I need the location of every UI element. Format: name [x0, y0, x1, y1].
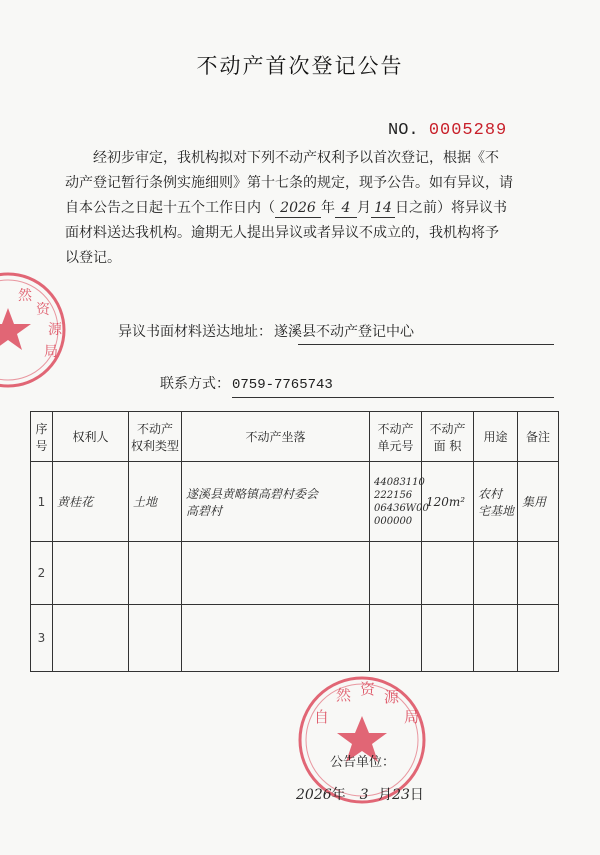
row-note	[518, 542, 559, 605]
contact-row	[160, 373, 333, 393]
svg-text:自: 自	[314, 708, 330, 726]
table-header	[31, 412, 559, 462]
intro-line-3-prefix: 自本公告之日起十五个工作日内（	[65, 200, 275, 216]
intro-line-1: 经初步审定，我机构拟对下列不动产权利予以首次登记，根据《不	[93, 150, 499, 166]
col-type	[129, 412, 182, 462]
row-seq: 1	[31, 462, 53, 542]
row-location-line1: 遂溪县黄略镇高碧村委会	[186, 486, 319, 501]
row-use	[474, 462, 518, 542]
svg-text:然: 然	[336, 686, 352, 704]
row-seq: 2	[31, 542, 53, 605]
row-type	[129, 542, 182, 605]
svg-text:源: 源	[48, 322, 62, 338]
deadline-month: 4	[335, 199, 357, 218]
issue-date-month: 3	[359, 787, 369, 803]
property-table	[30, 411, 559, 672]
serial-prefix: NO.	[388, 121, 419, 140]
issue-date	[296, 784, 424, 804]
row-unit-part4: 000000	[374, 515, 413, 527]
svg-text:然: 然	[18, 288, 32, 304]
table-row	[31, 605, 559, 672]
row-area	[422, 605, 474, 672]
col-owner: 权利人	[53, 412, 129, 462]
row-unit-part2: 222156	[374, 489, 413, 501]
row-type	[129, 605, 182, 672]
intro-line-5: 以登记。	[65, 250, 121, 266]
col-use: 用途	[474, 412, 518, 462]
table-row	[31, 462, 559, 542]
svg-text:局: 局	[44, 344, 58, 360]
col-unit-line1: 不动产	[377, 421, 414, 436]
official-seal-left	[0, 262, 80, 398]
row-unit-part3: 06436W00	[374, 502, 429, 514]
row-owner	[53, 605, 129, 672]
row-unit-part1: 44083110	[374, 476, 425, 488]
address-value: 遂溪县不动产登记中心	[274, 324, 414, 340]
table-row	[31, 542, 559, 605]
issue-date-year-unit: 年	[331, 787, 346, 803]
serial-number	[388, 121, 507, 140]
announcement-body	[65, 146, 575, 271]
row-seq: 3	[31, 605, 53, 672]
row-location-line2: 高碧村	[186, 503, 223, 518]
col-area-line1: 不动产	[429, 421, 466, 436]
issue-date-day-unit: 日	[409, 787, 424, 803]
intro-line-3-suffix: 日之前）将异议书	[395, 200, 507, 216]
row-use-line1: 农村	[478, 486, 503, 501]
col-type-line2: 权利类型	[130, 438, 179, 453]
contact-label: 联系方式：	[160, 376, 230, 392]
row-owner: 黄桂花	[53, 462, 129, 542]
col-area	[422, 412, 474, 462]
col-note: 备注	[518, 412, 559, 462]
col-unit-line2: 单元号	[377, 438, 414, 453]
row-area	[422, 542, 474, 605]
row-location	[182, 542, 370, 605]
address-underline	[298, 344, 554, 345]
deadline-day: 14	[371, 199, 395, 218]
deadline-year-unit: 年	[321, 200, 335, 216]
col-type-line1: 不动产	[136, 421, 173, 436]
svg-text:局: 局	[404, 708, 420, 726]
deadline-year: 2026	[275, 199, 321, 218]
issue-date-day: 23	[392, 787, 410, 803]
col-area-line2: 面 积	[433, 438, 462, 453]
issue-date-month-unit: 月	[378, 787, 393, 803]
row-unit	[370, 542, 422, 605]
address-row	[118, 321, 414, 341]
row-type: 土地	[129, 462, 182, 542]
row-use	[474, 542, 518, 605]
row-location	[182, 605, 370, 672]
col-location: 不动产坐落	[182, 412, 370, 462]
svg-text:资: 资	[360, 680, 376, 698]
row-use	[474, 605, 518, 672]
serial-value: 0005289	[428, 121, 508, 140]
row-note	[518, 605, 559, 672]
intro-line-2: 动产登记暂行条例实施细则》第十七条的规定，现予公告。如有异议，请	[65, 175, 513, 191]
page-title: 不动产首次登记公告	[196, 54, 404, 78]
intro-line-4: 面材料送达我机构。逾期无人提出异议或者异议不成立的，我机构将予	[65, 225, 499, 241]
issuer-label: 公告单位：	[330, 755, 396, 770]
contact-underline	[232, 397, 554, 398]
row-location	[182, 462, 370, 542]
issue-date-year: 2026	[296, 787, 332, 803]
col-unit	[370, 412, 422, 462]
deadline-month-unit: 月	[357, 200, 371, 216]
col-seq: 序号	[31, 412, 53, 462]
row-use-line2: 宅基地	[478, 503, 515, 518]
svg-text:源: 源	[384, 688, 400, 706]
row-unit	[370, 605, 422, 672]
svg-text:资: 资	[36, 302, 50, 318]
row-note: 集用	[518, 462, 559, 542]
row-area: 120m²	[422, 462, 474, 542]
row-owner	[53, 542, 129, 605]
contact-value: 0759-7765743	[232, 377, 333, 393]
address-label: 异议书面材料送达地址：	[118, 324, 272, 340]
row-unit	[370, 462, 429, 542]
